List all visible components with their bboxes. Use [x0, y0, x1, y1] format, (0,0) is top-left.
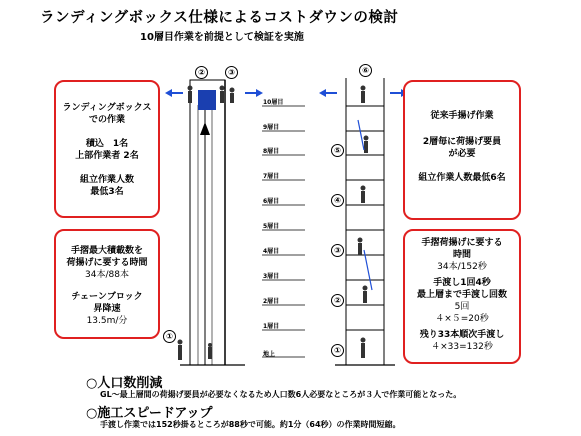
marker-1-right: ①	[331, 344, 344, 357]
floor-label: 1層目	[263, 323, 280, 330]
marker-5-right: ⑤	[331, 144, 344, 157]
panel-line: が必要	[448, 149, 476, 159]
panel-line: ４×５=20秒	[435, 314, 489, 324]
panel-line: 積込 1名	[85, 139, 129, 149]
panel-line: 34本/88本	[85, 270, 129, 280]
panel-line: 5回	[454, 302, 470, 312]
panel-line: チェーンブロック	[71, 292, 143, 302]
marker-2-left: ②	[195, 66, 208, 79]
panel-line: 34本/152秒	[437, 262, 487, 272]
floor-label: 8層目	[263, 148, 280, 155]
floor-label: 10層目	[263, 99, 284, 106]
floor-label: 7層目	[263, 173, 280, 180]
right-scaffold	[335, 78, 395, 365]
panel-line: 組立作業人数最低6名	[418, 173, 506, 183]
panel-line: 手摺荷揚げに要する	[421, 238, 503, 248]
panel-line: 荷揚げに要する時間	[66, 258, 148, 268]
reduction-heading: ○人口数削減	[86, 376, 163, 391]
speedup-heading: ○施工スピードアップ	[86, 406, 213, 421]
panel-line: 2層毎に荷揚げ要員	[422, 137, 502, 147]
panel-line: 13.5m/分	[86, 316, 128, 326]
marker-6-right: ⑥	[359, 64, 372, 77]
panel-line: 上部作業者 2名	[75, 151, 139, 161]
marker-3-right: ③	[331, 244, 344, 257]
floor-label: 5層目	[263, 223, 280, 230]
marker-2-right: ②	[331, 294, 344, 307]
page-subtitle: 10層目作業を前提として検証を実施	[140, 32, 304, 43]
panel-line: 残り33本順次手渡し	[419, 330, 505, 340]
marker-3-left: ③	[225, 66, 238, 79]
floor-label: 3層目	[263, 273, 280, 280]
panel-line: 最上層まで手渡し回数	[416, 290, 507, 300]
manual-time-panel	[403, 229, 521, 364]
handrail-load-panel	[54, 229, 160, 339]
panel-line: 時間	[452, 250, 471, 260]
panel-heading: ランディングボックス での作業	[62, 103, 152, 125]
reduction-text: GL～最上層間の荷揚げ要員が必要なくなるため人口数6人必要なところが３人で作業可能となった。	[100, 390, 462, 399]
floor-label: 地上	[263, 351, 276, 358]
floor-label: 9層目	[263, 124, 280, 131]
manual-lifting-panel	[403, 80, 521, 220]
panel-line: 昇降速	[93, 304, 121, 314]
page-title: ランディングボックス仕様によるコストダウンの検討	[40, 10, 399, 26]
floor-label: 4層目	[263, 248, 280, 255]
marker-4-right: ④	[331, 194, 344, 207]
lift-up-arrow	[200, 122, 210, 330]
panel-line: 手渡し1回4秒	[433, 278, 491, 288]
speedup-text: 手渡し作業では152秒掛るところが88秒で可能。約1分（64秒）の作業時間短縮。	[100, 420, 401, 429]
landing-box	[198, 90, 216, 110]
floor-label: 6層目	[263, 198, 280, 205]
panel-line: 従来手揚げ作業	[430, 111, 494, 121]
floor-ruler	[262, 106, 305, 357]
marker-1-left: ①	[163, 330, 176, 343]
left-scaffold	[180, 80, 245, 365]
panel-line: 組立作業人数	[79, 175, 134, 185]
panel-line: 最低3名	[90, 187, 124, 197]
landing-box-work-panel	[54, 80, 160, 218]
ground-workers-left	[178, 340, 213, 361]
panel-line: 手摺最大積載数を	[70, 246, 143, 256]
panel-line: ４×33=132秒	[431, 342, 493, 352]
floor-label: 2層目	[263, 298, 280, 305]
